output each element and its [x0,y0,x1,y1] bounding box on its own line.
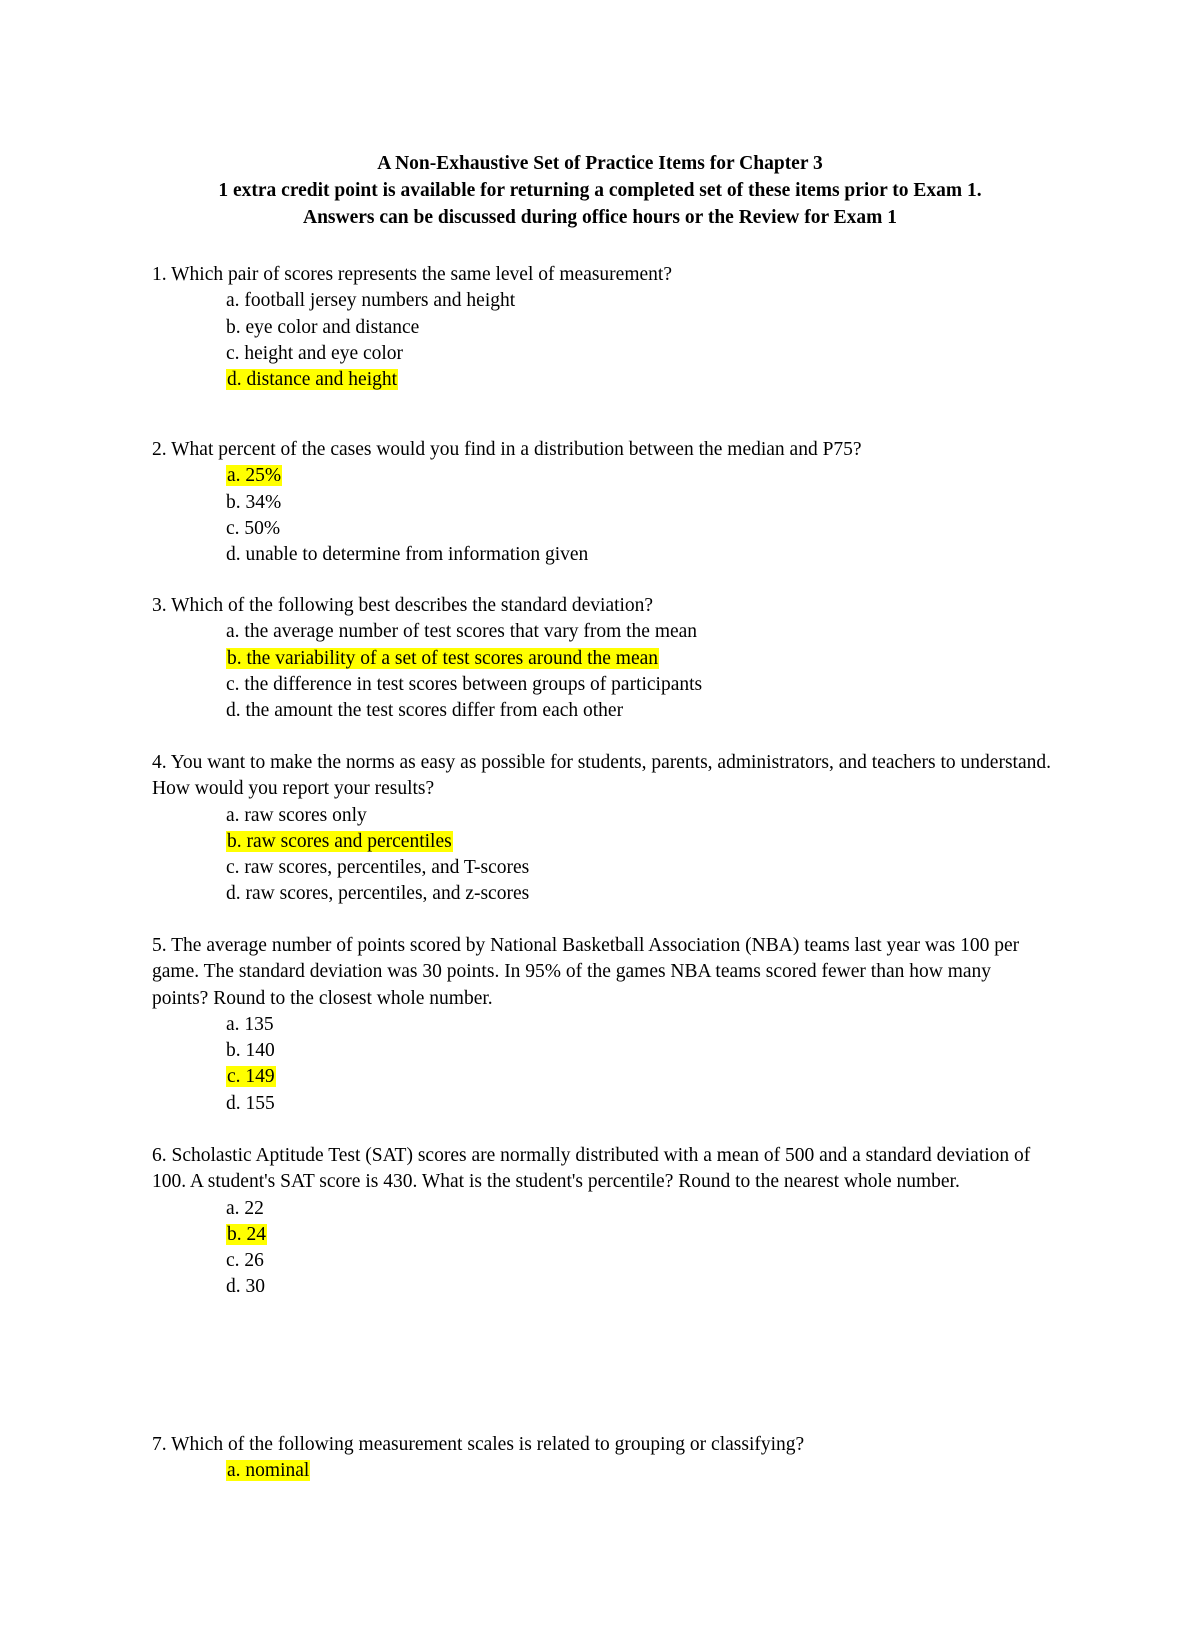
option-c: c. height and eye color [226,342,404,364]
option-b: b. 34% [226,491,282,513]
option-b-correct-answer: b. raw scores and percentiles [227,830,452,852]
option-a: a. 22 [226,1197,264,1219]
question-6 [152,1143,1052,1301]
question-stem: 4. You want to make the norms as easy as possible for students, parents, administrators, and teachers to understand. How would you report your results? [152,752,1051,800]
question-1 [152,262,1052,393]
option-a: a. football jersey numbers and height [226,290,516,312]
option-c: c. raw scores, percentiles, and T-scores [226,857,530,879]
option-a: a. 135 [226,1013,274,1035]
option-c-correct-answer: c. 149 [227,1066,275,1088]
document-header [120,150,1080,231]
option-c: c. 26 [226,1250,264,1272]
document-title: A Non-Exhaustive Set of Practice Items for Chapter 3 [377,153,823,174]
option-c: c. the difference in test scores between groups of participants [226,673,703,695]
option-b: b. eye color and distance [226,316,420,338]
option-d-correct-answer: d. distance and height [227,369,398,391]
option-a: a. raw scores only [226,804,367,826]
option-a: a. the average number of test scores that vary from the mean [226,621,698,643]
question-stem: 7. Which of the following measurement scales is related to grouping or classifying? [152,1434,805,1455]
option-b: b. 140 [226,1040,275,1062]
question-7 [152,1432,1052,1485]
question-3 [152,593,1052,724]
question-4 [152,750,1052,908]
question-stem: 5. The average number of points scored by National Basketball Association (NBA) teams last year was 100 per game. The standard deviation was 30 points. In 95% of the games NBA teams scored fewer than how many points? Round to the closest whole number. [152,935,1020,1009]
extra-credit-note: 1 extra credit point is available for returning a completed set of these items prior to Exam 1. [218,180,982,201]
question-stem: 2. What percent of the cases would you find in a distribution between the median and P75? [152,439,862,460]
option-a-correct-answer: a. nominal [227,1460,310,1482]
answers-note: Answers can be discussed during office hours or the Review for Exam 1 [302,207,898,228]
option-d: d. 30 [226,1276,265,1298]
question-stem: 1. Which pair of scores represents the same level of measurement? [152,264,672,285]
question-2 [152,437,1052,568]
option-a-correct-answer: a. 25% [227,465,282,487]
option-b-correct-answer: b. the variability of a set of test scores around the mean [227,647,659,669]
option-c: c. 50% [226,517,281,539]
option-d: d. raw scores, percentiles, and z-scores [226,883,530,905]
option-d: d. unable to determine from information given [226,544,589,566]
option-d: d. the amount the test scores differ from each other [226,700,624,722]
question-5 [152,933,1052,1117]
question-stem: 6. Scholastic Aptitude Test (SAT) scores are normally distributed with a mean of 500 and a standard deviation of 100. A student's SAT score is 430. What is the student's percentile? Round to the nearest whole number. [152,1145,1031,1193]
option-d: d. 155 [226,1092,275,1114]
option-b-correct-answer: b. 24 [227,1223,266,1245]
question-stem: 3. Which of the following best describes the standard deviation? [152,595,654,616]
